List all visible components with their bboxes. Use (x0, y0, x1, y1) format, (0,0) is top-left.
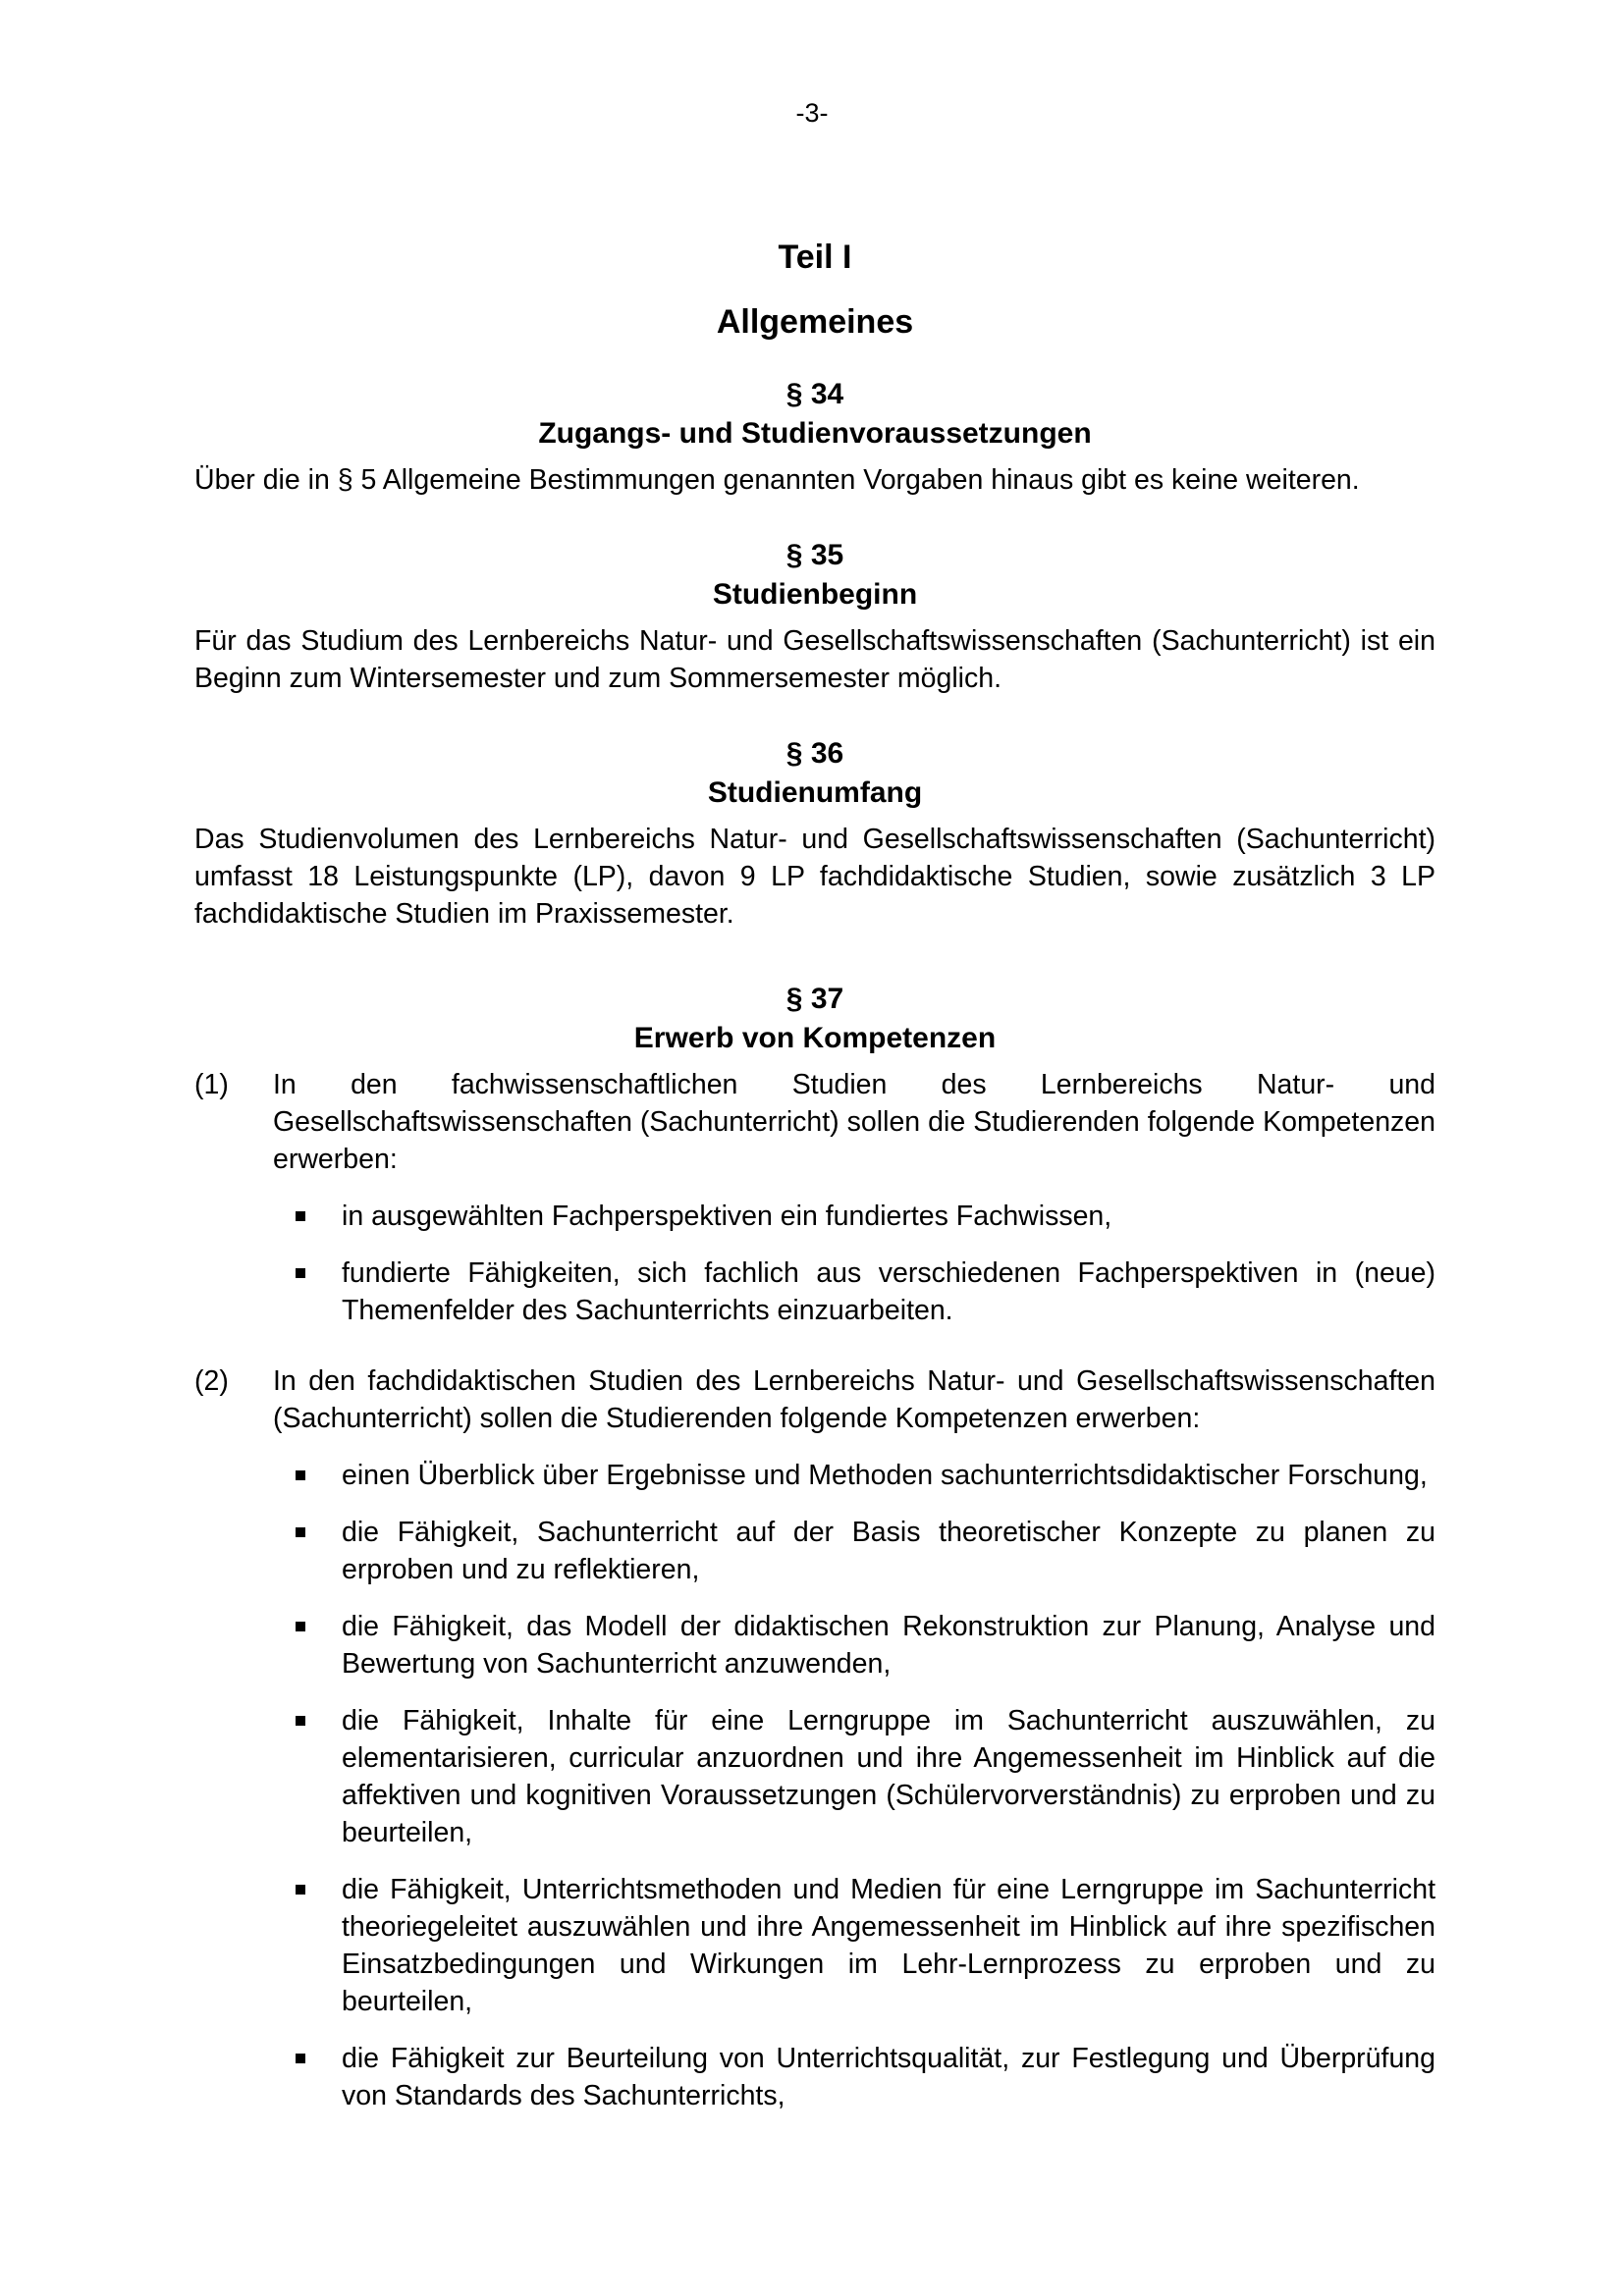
list-item (273, 1255, 1435, 1329)
numbered-paragraph-2 (194, 1362, 1435, 2114)
list-item (273, 1871, 1435, 2020)
list-item-text: die Fähigkeit, Unterrichtsmethoden und Medien für eine Lerngruppe im Sachunterricht theoriegeleitet auszuwählen und ihre Angemessenheit im Hinblick auf ihre spezifischen Einsatzbedingungen und Wirkungen im Lehr-Lernprozess zu erproben und zu beurteilen, (342, 1874, 1435, 2017)
section-34 (194, 375, 1435, 499)
square-bullet-icon (273, 1255, 342, 1329)
paragraph-body (273, 1362, 1435, 2114)
paragraph-intro: In den fachwissenschaftlichen Studien des Lernbereichs Natur- und Gesellschaftswissenschaften (Sachunterricht) sollen die Studierenden folgende Kompetenzen erwerben: (273, 1069, 1435, 1175)
numbered-paragraph-1 (194, 1066, 1435, 1329)
section-title: Zugangs- und Studienvoraussetzungen (538, 417, 1092, 450)
list-item-text: fundierte Fähigkeiten, sich fachlich aus verschiedenen Fachperspektiven in (neue) Themenfelder des Sachunterrichts einzuarbeiten. (342, 1257, 1435, 1326)
section-text: Über die in § 5 Allgemeine Bestimmungen genannten Vorgaben hinaus gibt es keine weiteren. (194, 464, 1360, 496)
list-item (273, 1514, 1435, 1588)
section-number: § 36 (785, 737, 844, 770)
square-bullet-icon (273, 1608, 342, 1682)
page-number: -3- (795, 98, 829, 128)
section-number: § 37 (785, 983, 844, 1015)
section-text: Das Studienvolumen des Lernbereichs Natur- und Gesellschaftswissenschaften (Sachunterricht) umfasst 18 Leistungspunkte (LP), davon 9 LP fachdidaktische Studien, sowie zusätzlich 3 LP fachdidaktische Studien im Praxissemester. (194, 824, 1435, 930)
list-item-text: in ausgewählten Fachperspektiven ein fundiertes Fachwissen, (342, 1201, 1112, 1232)
section-title: Studienbeginn (712, 578, 918, 611)
paragraph-intro: In den fachdidaktischen Studien des Lernbereichs Natur- und Gesellschaftswissenschaften (Sachunterricht) sollen die Studierenden folgende Kompetenzen erwerben: (273, 1365, 1435, 1434)
list-item-text: einen Überblick über Ergebnisse und Methoden sachunterrichtsdidaktischer Forschung, (342, 1460, 1428, 1491)
paragraph-label: (2) (194, 1365, 229, 1397)
square-bullet-icon (273, 1514, 342, 1588)
part-title: Teil I (778, 239, 852, 276)
bullet-list (273, 1198, 1435, 1329)
section-35 (194, 536, 1435, 697)
section-36 (194, 734, 1435, 933)
paragraph-body (273, 1066, 1435, 1329)
list-item (273, 1457, 1435, 1494)
page-content (194, 236, 1435, 2114)
square-bullet-icon (273, 1871, 342, 2020)
paragraph-label: (1) (194, 1069, 229, 1100)
square-bullet-icon (273, 1457, 342, 1494)
list-item (273, 1702, 1435, 1851)
list-item (273, 1608, 1435, 1682)
square-bullet-icon (273, 1702, 342, 1851)
section-text: Für das Studium des Lernbereichs Natur- und Gesellschaftswissenschaften (Sachunterricht) ist ein Beginn zum Wintersemester und zum Sommersemester möglich. (194, 625, 1435, 694)
part-heading: Allgemeines (716, 303, 914, 341)
list-item-text: die Fähigkeit, Inhalte für eine Lerngruppe im Sachunterricht auszuwählen, zu elementarisieren, curricular anzuordnen und ihre Angemessenheit im Hinblick auf die affektiven und kognitiven Voraussetzungen (Schülervorverständnis) zu erproben und zu beurteilen, (342, 1705, 1435, 1848)
square-bullet-icon (273, 2040, 342, 2114)
section-title: Studienumfang (707, 776, 923, 809)
list-item-text: die Fähigkeit zur Beurteilung von Unterrichtsqualität, zur Festlegung und Überprüfung von Standards des Sachunterrichts, (342, 2043, 1435, 2111)
section-number: § 35 (785, 539, 844, 571)
list-item-text: die Fähigkeit, Sachunterricht auf der Basis theoretischer Konzepte zu planen zu erproben und zu reflektieren, (342, 1517, 1435, 1585)
section-number: § 34 (785, 378, 844, 410)
section-37 (194, 980, 1435, 2114)
section-title: Erwerb von Kompetenzen (633, 1022, 997, 1054)
square-bullet-icon (273, 1198, 342, 1235)
list-item (273, 1198, 1435, 1235)
bullet-list (273, 1457, 1435, 2114)
list-item (273, 2040, 1435, 2114)
list-item-text: die Fähigkeit, das Modell der didaktischen Rekonstruktion zur Planung, Analyse und Bewertung von Sachunterricht anzuwenden, (342, 1611, 1435, 1680)
